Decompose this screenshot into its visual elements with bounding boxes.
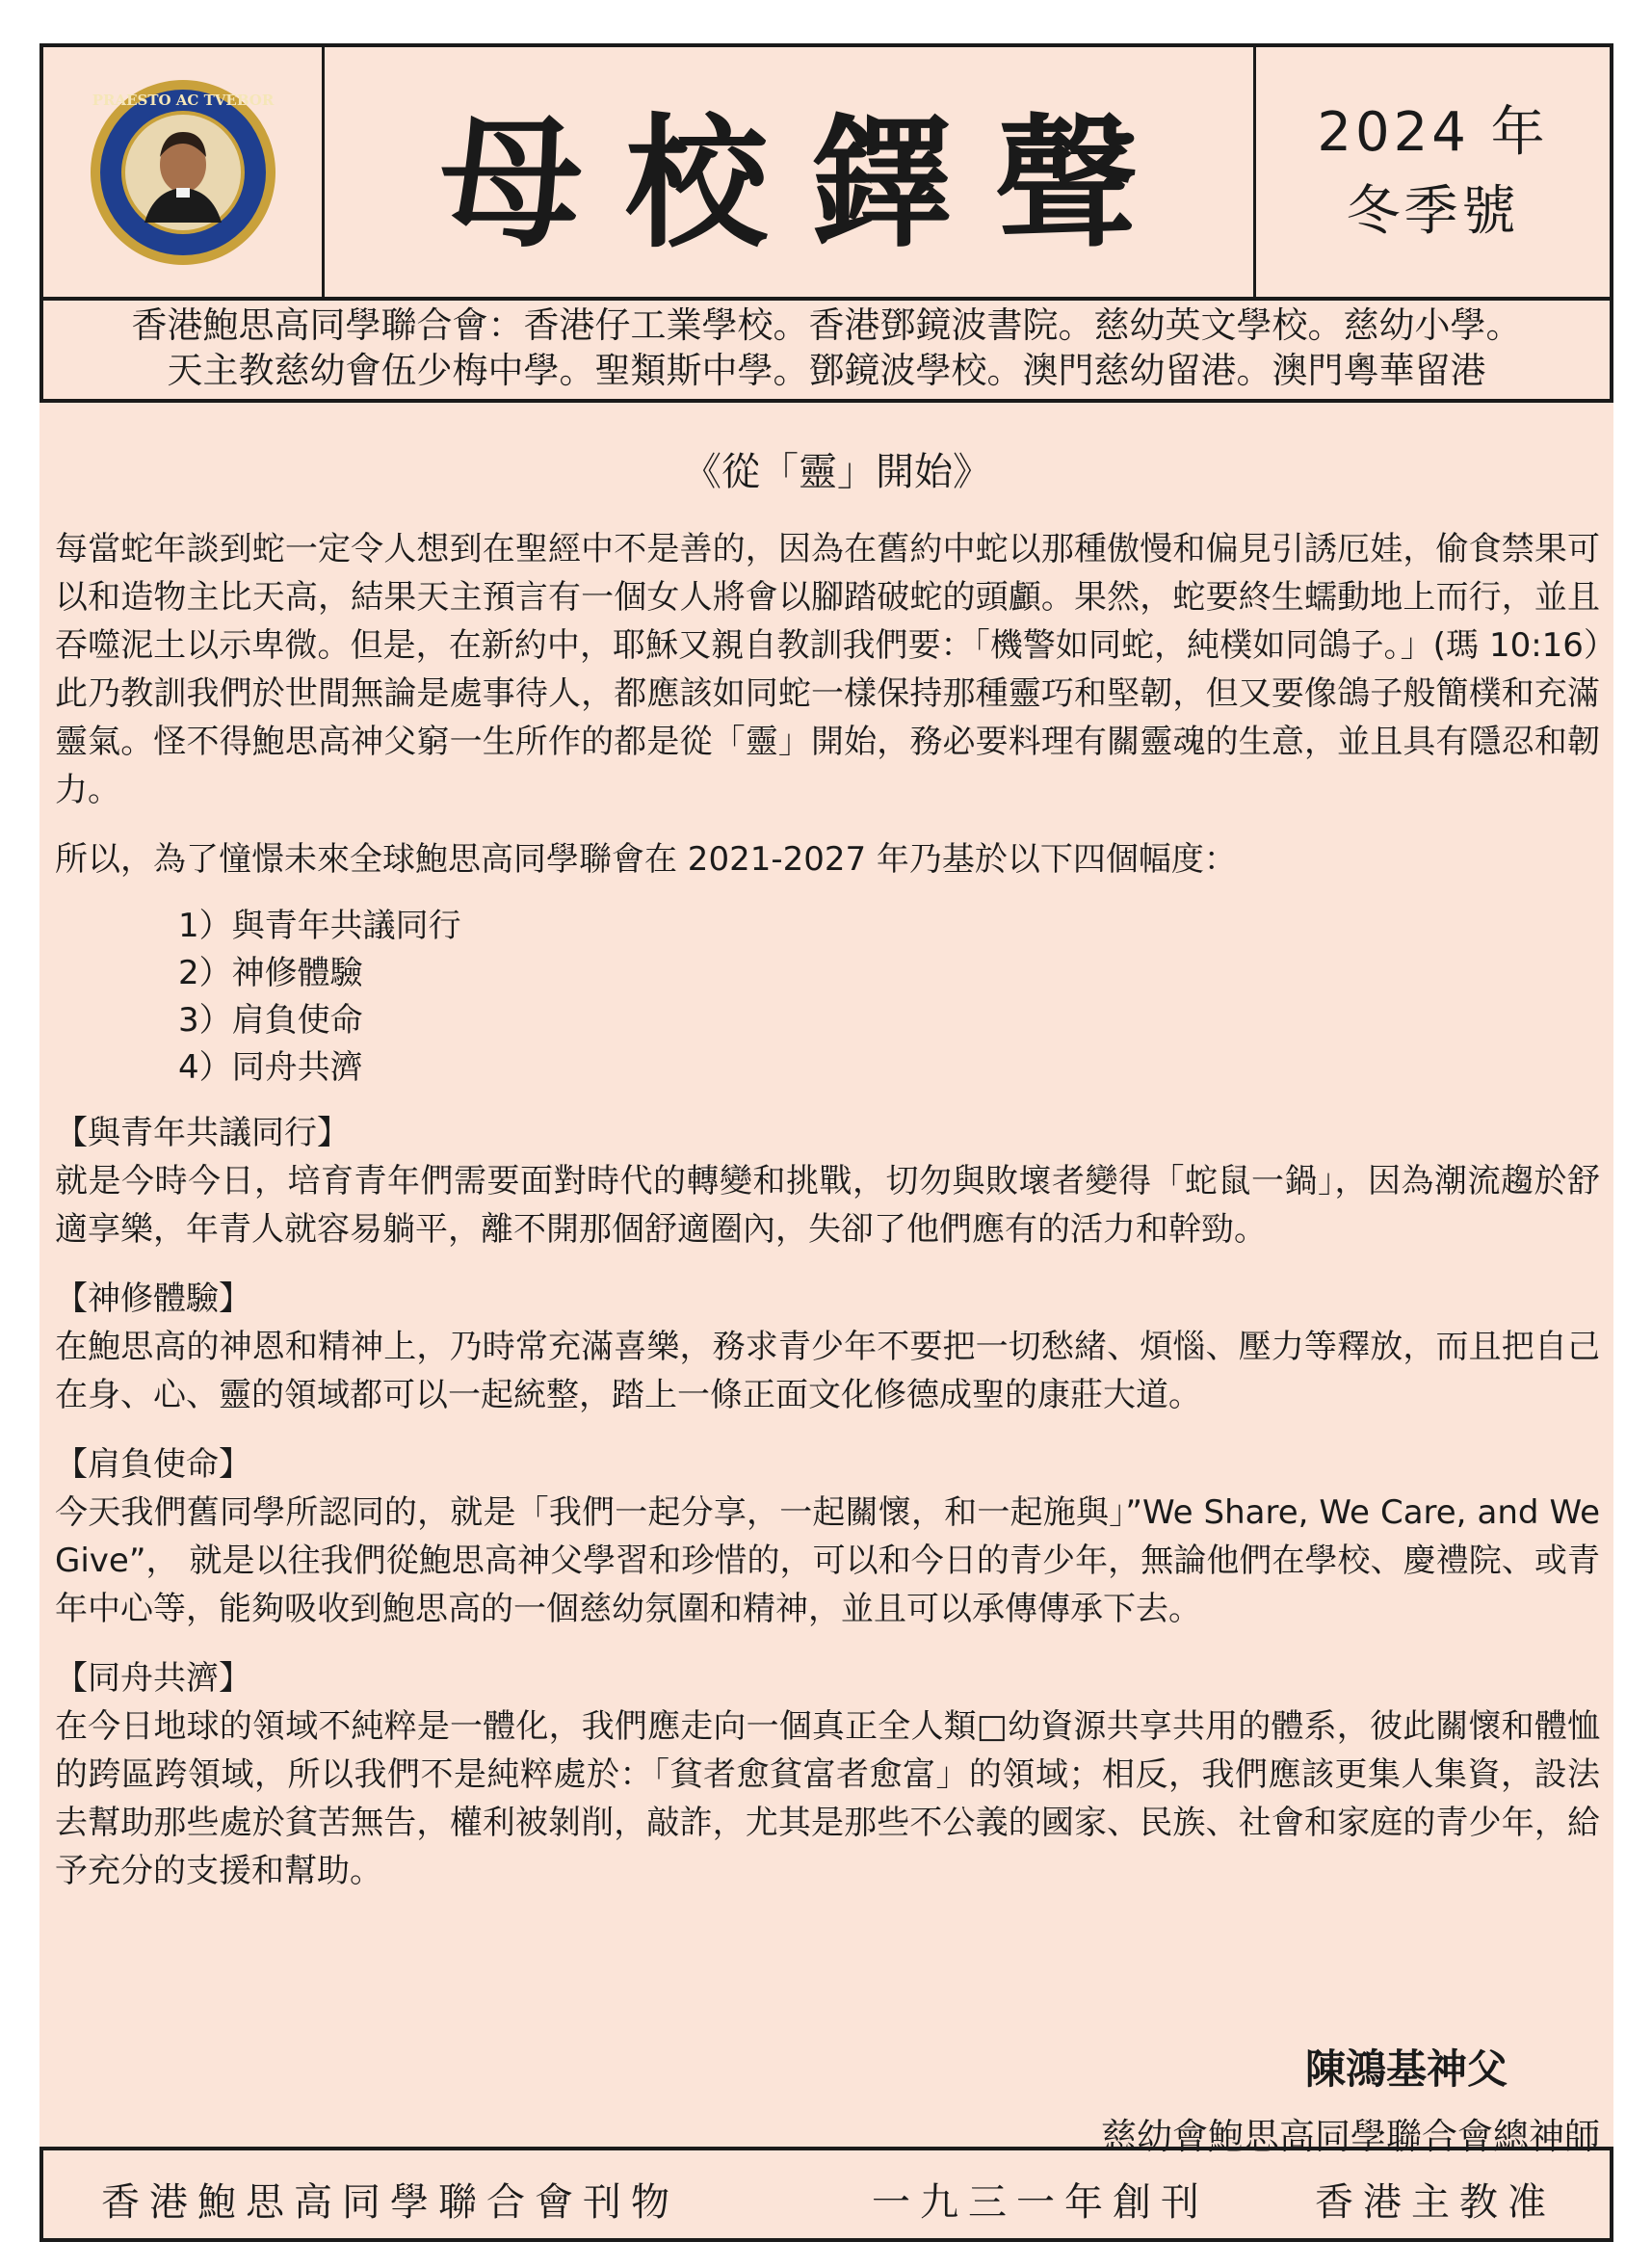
dimension-list — [55, 903, 1600, 1092]
issue-season: 冬季號 — [1346, 179, 1520, 243]
dimension-item: 2）神修體驗 — [178, 954, 363, 992]
section-text: 今天我們舊同學所認同的，就是「我們一起分享，一起關懷，和一起施與」”We Share, We Care, and We Give”， 就是以往我們從鮑思高神父學習和珍惜的，可以和今日的青少年，無論他們在學校、慶禮院、或青年中心等，能夠吸收到鮑思高的一個慈幼氛圍和精神，並且可以承傳傳承下去。 — [55, 1493, 1600, 1628]
section-heading: 【同舟共濟】 — [55, 1659, 251, 1698]
section-heading: 【與青年共議同行】 — [55, 1114, 350, 1152]
section-text: 就是今時今日，培育青年們需要面對時代的轉變和挑戰，切勿與敗壞者變得「蛇鼠一鍋」，因為潮流趨於舒適享樂，年青人就容易躺平，離不開那個舒適圈內，失卻了他們應有的活力和幹勁。 — [55, 1162, 1600, 1249]
logo-cell — [43, 47, 325, 297]
school-emblem-logo — [87, 76, 279, 269]
member-schools-line-2: 天主教慈幼會伍少梅中學。聖類斯中學。鄧鏡波學校。澳門慈幼留港。澳門粵華留港 — [167, 350, 1486, 391]
section-mission — [55, 1440, 1600, 1633]
section-heading: 【神修體驗】 — [55, 1279, 251, 1318]
footer-founded: 一九三一年創刊 — [872, 2180, 1209, 2225]
section-solidarity — [55, 1654, 1600, 1895]
dimension-item: 4）同舟共濟 — [178, 1048, 363, 1087]
section-youth — [55, 1109, 1600, 1253]
signature-title: 慈幼會鮑思高同學聯合會總神師 — [1101, 2116, 1600, 2157]
dimension-item: 1）與青年共議同行 — [178, 907, 461, 945]
article-lead: 所以，為了憧憬未來全球鮑思高同學聯會在 2021-2027 年乃基於以下四個幅度： — [55, 840, 1237, 879]
dimension-item: 3）肩負使命 — [178, 1001, 363, 1040]
member-schools — [39, 297, 1613, 403]
newsletter-page — [39, 43, 1613, 2242]
article-title: 《從「靈」開始》 — [683, 450, 991, 494]
article — [55, 448, 1600, 1916]
footer — [39, 2147, 1613, 2242]
footer-approval: 香港主教准 — [1315, 2180, 1556, 2225]
newsletter-title-cell — [325, 47, 1256, 297]
section-spiritual — [55, 1275, 1600, 1419]
signature-block — [1101, 2038, 1600, 2159]
section-heading: 【肩負使命】 — [55, 1445, 251, 1484]
section-text: 在今日地球的領域不純粹是一體化，我們應走向一個真正全人類□幼資源共享共用的體系，彼此關懷和體恤的跨區跨領域，所以我們不是純粹處於：「貧者愈貧富者愈富」的領域；相反，我們應該更集人集資，設法去幫助那些處於貧苦無告，權利被剝削，敲詐，尤其是那些不公義的國家、民族、社會和家庭的青少年，給予充分的支援和幫助。 — [55, 1707, 1600, 1890]
issue-info — [1256, 47, 1610, 297]
newsletter-title: 母校鐸聲 — [440, 98, 1180, 267]
section-text: 在鮑思高的神恩和精神上，乃時常充滿喜樂，務求青少年不要把一切愁緒、煩惱、壓力等釋放，而且把自己在身、心、靈的領域都可以一起統整，踏上一條正面文化修德成聖的康莊大道。 — [55, 1328, 1600, 1414]
masthead — [39, 43, 1613, 301]
logo-motto-text: PRAESTO AC TVEBOR — [92, 91, 274, 109]
signature-name: 陳鴻基神父 — [1304, 2045, 1508, 2093]
member-schools-line-1: 香港鮑思高同學聯合會：香港仔工業學校。香港鄧鏡波書院。慈幼英文學校。慈幼小學。 — [131, 304, 1522, 346]
issue-year: 2024 年 — [1317, 101, 1549, 165]
footer-publisher: 香港鮑思高同學聯合會刊物 — [101, 2180, 679, 2225]
article-intro: 每當蛇年談到蛇一定令人想到在聖經中不是善的，因為在舊約中蛇以那種傲慢和偏見引誘厄娃，偷食禁果可以和造物主比天高，結果天主預言有一個女人將會以腳踏破蛇的頭顱。果然，蛇要終生蠕動地上而行，並且吞噬泥土以示卑微。但是，在新約中，耶穌又親自教訓我們要：「機警如同蛇，純樸如同鴿子。」(瑪 10:16）此乃教訓我們於世間無論是處事待人，都應該如同蛇一樣保持那種靈巧和堅韌，但又要像鴿子般簡樸和充滿靈氣。怪不得鮑思高神父窮一生所作的都是從「靈」開始，務必要料理有關靈魂的生意，並且具有隱忍和韌力。 — [55, 530, 1600, 809]
